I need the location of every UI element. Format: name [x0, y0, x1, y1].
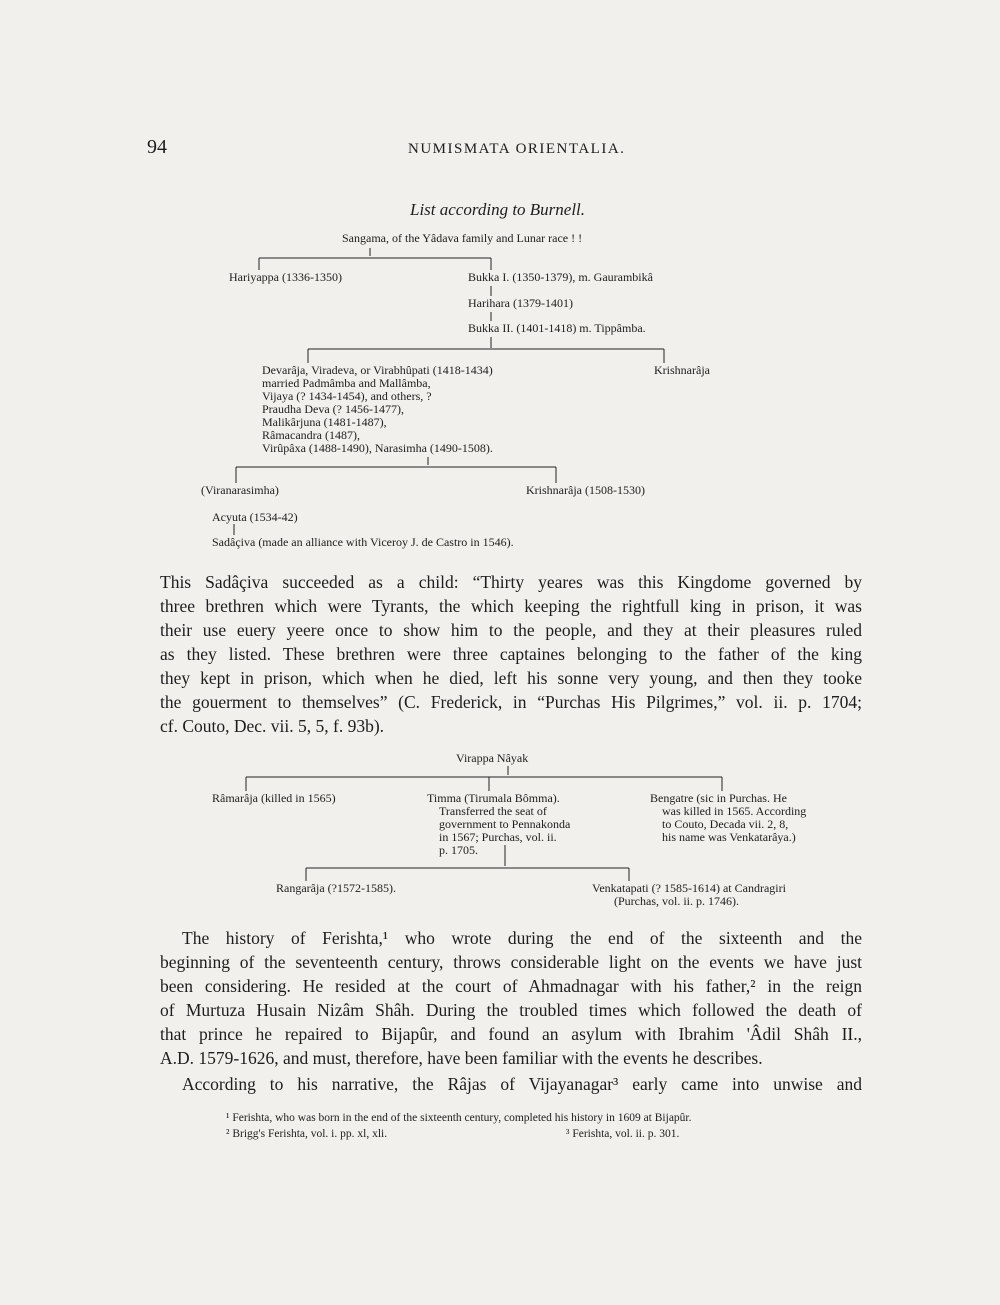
tree2-timma-line-5: p. 1705. [439, 843, 478, 857]
tree1-krishnaraja2: Krishnarâja (1508-1530) [526, 483, 645, 497]
tree2-bengatre-line-3: to Couto, Decada vii. 2, 8, [662, 817, 789, 831]
paragraph-1-line: This Sadâçiva succeeded as a child: “Thirty yeares was this Kingdome governed by [160, 572, 862, 592]
tree1-title: List according to Burnell. [410, 200, 586, 219]
paragraph-1-line: as they listed. These brethren were three captaines belonging to the father of the king [160, 644, 862, 664]
tree2-timma-line-2: Transferred the seat of [439, 804, 547, 818]
tree1-devaraja-line-3: Vijaya (? 1434-1454), and others, ? [262, 389, 432, 403]
tree1-devaraja-line-6: Râmacandra (1487), [262, 428, 360, 442]
tree2-timma-line-3: government to Pennakonda [439, 817, 571, 831]
tree2-bengatre-line-1: Bengatre (sic in Purchas. He [650, 791, 787, 805]
tree1-bukka1: Bukka I. (1350-1379), m. Gaurambikâ [468, 270, 653, 284]
tree1-root: Sangama, of the Yâdava family and Lunar race ! ! [342, 231, 583, 245]
tree1-hariyappa: Hariyappa (1336-1350) [229, 270, 342, 284]
paragraph-1-line: cf. Couto, Dec. vii. 5, 5, f. 93b). [160, 716, 385, 736]
tree1-sadaciva: Sadâçiva (made an alliance with Viceroy J. de Castro in 1546). [212, 535, 514, 549]
footnote-2: ² Brigg's Ferishta, vol. i. pp. xl, xli. [226, 1128, 388, 1140]
tree1-devaraja-line-2: married Padmâmba and Mallâmba, [262, 376, 431, 390]
paragraph-2-line: been considering. He resided at the court of Ahmadnagar with his father,² in the reign [160, 976, 862, 996]
paragraph-2-line: A.D. 1579-1626, and must, therefore, have been familiar with the events he describes. [160, 1048, 763, 1068]
tree1-acyuta: Acyuta (1534-42) [212, 510, 298, 524]
tree2-ramaraja: Râmarâja (killed in 1565) [212, 791, 336, 805]
tree2-root: Virappa Nâyak [456, 751, 529, 765]
tree1-devaraja-line-1: Devarâja, Viradeva, or Virabhûpati (1418-1434) [262, 363, 493, 377]
paragraph-1-line: three brethren which were Tyrants, the which keeping the rightfull king in prison, it was [160, 596, 862, 616]
tree1-viranarasimha: (Viranarasimha) [201, 483, 279, 497]
paragraph-2-line: beginning of the seventeenth century, throws considerable light on the events we have just [160, 952, 862, 972]
paragraph-2-line: that prince he repaired to Bijapûr, and found an asylum with Ibrahim 'Âdil Shâh II., [160, 1024, 862, 1044]
tree2-bengatre-line-4: his name was Venkatarâya.) [662, 830, 796, 844]
tree1-harihara: Harihara (1379-1401) [468, 296, 573, 310]
tree2-timma-line-1: Timma (Tirumala Bômma). [427, 791, 560, 805]
tree1-devaraja-line-5: Malikârjuna (1481-1487), [262, 415, 387, 429]
tree2-timma-line-4: in 1567; Purchas, vol. ii. [439, 830, 557, 844]
paragraph-3-line: According to his narrative, the Râjas of Vijayanagar³ early came into unwise and [182, 1074, 862, 1094]
tree2-rangaraja: Rangarâja (?1572-1585). [276, 881, 396, 895]
tree2-venkatapati-line-1: Venkatapati (? 1585-1614) at Candragiri [592, 881, 786, 895]
footnote-1: ¹ Ferishta, who was born in the end of the sixteenth century, completed his history in 1609 at Bijapûr. [226, 1112, 692, 1124]
paragraph-2-line: of Murtuza Husain Nizâm Shâh. During the troubled times which followed the death of [160, 1000, 862, 1020]
tree2-venkatapati-line-2: (Purchas, vol. ii. p. 1746). [614, 894, 739, 908]
running-title: NUMISMATA ORIENTALIA. [408, 141, 626, 157]
tree2-bengatre-line-2: was killed in 1565. According [662, 804, 807, 818]
paragraph-1-line: they kept in prison, which when he died, left his sonne very young, and then they tooke [160, 668, 862, 688]
paragraph-1-line: their use euery yeere once to show him to the people, and they at their pleasures ruled [160, 620, 862, 640]
tree1-devaraja-line-7: Virûpâxa (1488-1490), Narasimha (1490-1508). [262, 441, 493, 455]
tree1-devaraja-line-4: Praudha Deva (? 1456-1477), [262, 402, 404, 416]
paragraph-2-line: The history of Ferishta,¹ who wrote during the end of the sixteenth and the [182, 928, 862, 948]
tree1-bukka2: Bukka II. (1401-1418) m. Tippâmba. [468, 321, 646, 335]
footnote-3: ³ Ferishta, vol. ii. p. 301. [566, 1128, 680, 1140]
page-number: 94 [147, 136, 167, 158]
paragraph-1-line: the gouerment to themselves” (C. Frederick, in “Purchas His Pilgrimes,” vol. ii. p. 1704; [160, 692, 862, 712]
tree1-krishnaraja: Krishnarâja [654, 363, 710, 377]
